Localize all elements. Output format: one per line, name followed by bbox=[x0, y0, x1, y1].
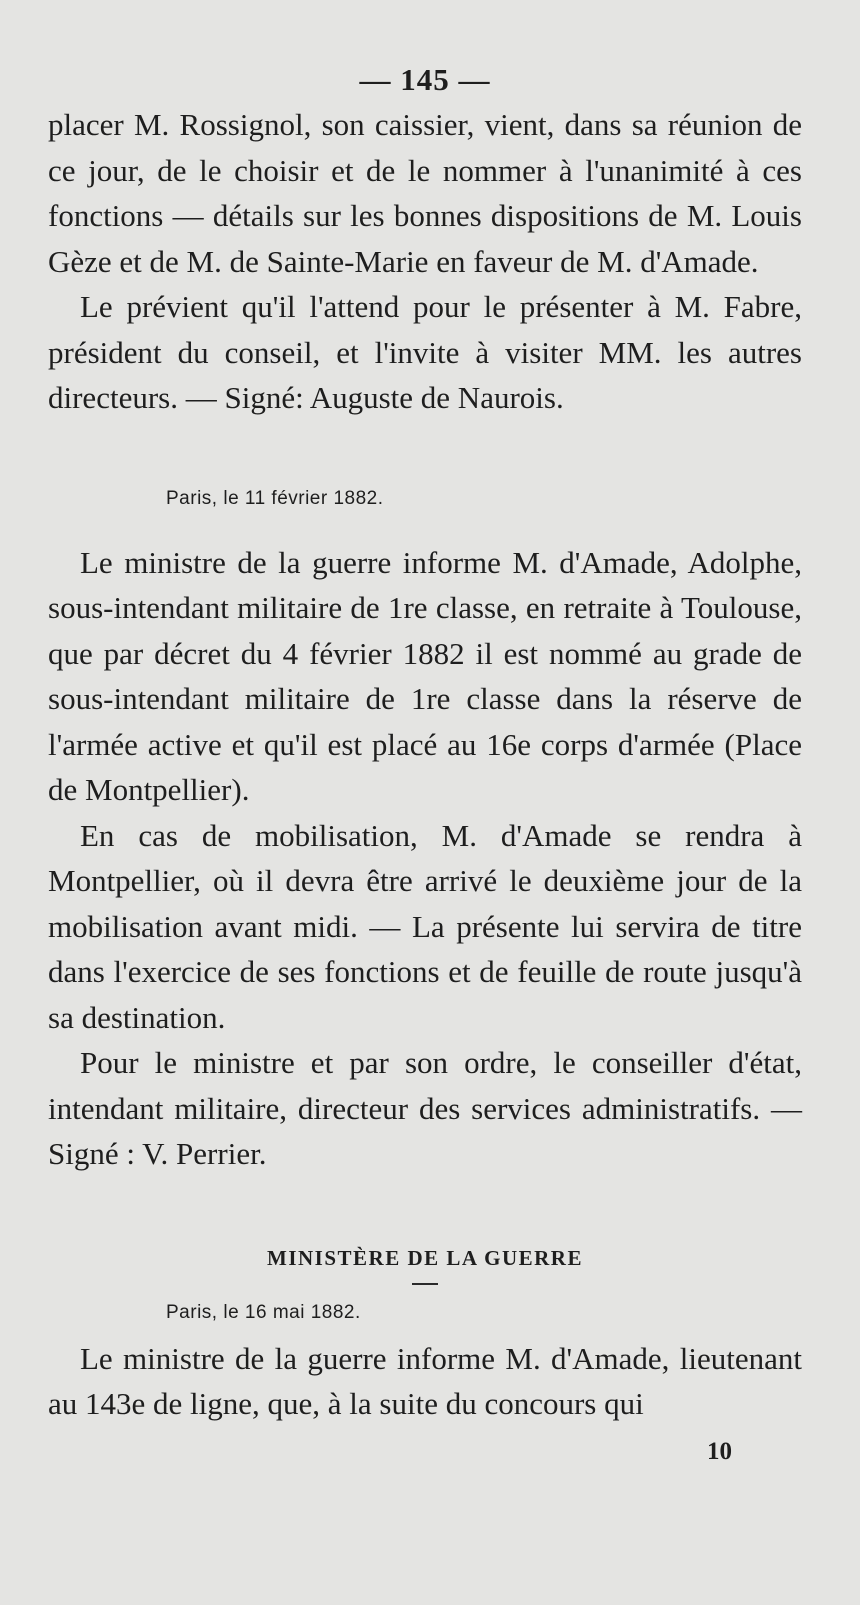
paragraph-continuation: placer M. Rossignol, son caissier, vient, dans sa réunion de ce jour, de le choisir et de le nommer à l'unanimité à ces fonctions — détails sur les bonnes dispositions de M. Louis Gèze et de M. de Sainte-Marie en faveur de M. d'Amade. bbox=[48, 107, 802, 279]
paragraph-naurois: Le prévient qu'il l'attend pour le présenter à M. Fabre, président du conseil, et l'invite à visiter MM. les autres directeurs. — Signé: Auguste de Naurois. bbox=[48, 289, 802, 415]
dateline-letter-2: Paris, le 16 mai 1882. bbox=[166, 1301, 361, 1323]
dateline-letter-1: Paris, le 11 février 1882. bbox=[166, 487, 384, 509]
section-title: MINISTÈRE DE LA GUERRE bbox=[267, 1245, 583, 1270]
page-number-header: — 145 — bbox=[359, 62, 491, 97]
title-rule bbox=[412, 1283, 438, 1285]
paragraph-concours: Le ministre de la guerre informe M. d'Amade, lieutenant au 143e de ligne, que, à la suite du concours qui bbox=[48, 1340, 802, 1421]
paragraph-signature-perrier: Pour le ministre et par son ordre, le conseiller d'état, intendant militaire, directeur des services administratifs. — Signé : V. Perrier. bbox=[48, 1045, 802, 1171]
paragraph-mobilisation: En cas de mobilisation, M. d'Amade se rendra à Montpellier, où il devra être arrivé le deuxième jour de la mobilisation avant midi. — La présente lui servira de titre dans l'exercice de ses fonctions et de feuille de route jusqu'à sa destination. bbox=[48, 817, 802, 1035]
signature-mark: 10 bbox=[707, 1438, 732, 1465]
paragraph-decree: Le ministre de la guerre informe M. d'Amade, Adolphe, sous-intendant militaire de 1re classe, en retraite à Toulouse, que par décret du 4 février 1882 il est nommé au grade de sous-intendant militaire de 1re classe dans la réserve de l'armée active et qu'il est placé au 16e corps d'armée (Place de Montpellier). bbox=[48, 544, 802, 807]
